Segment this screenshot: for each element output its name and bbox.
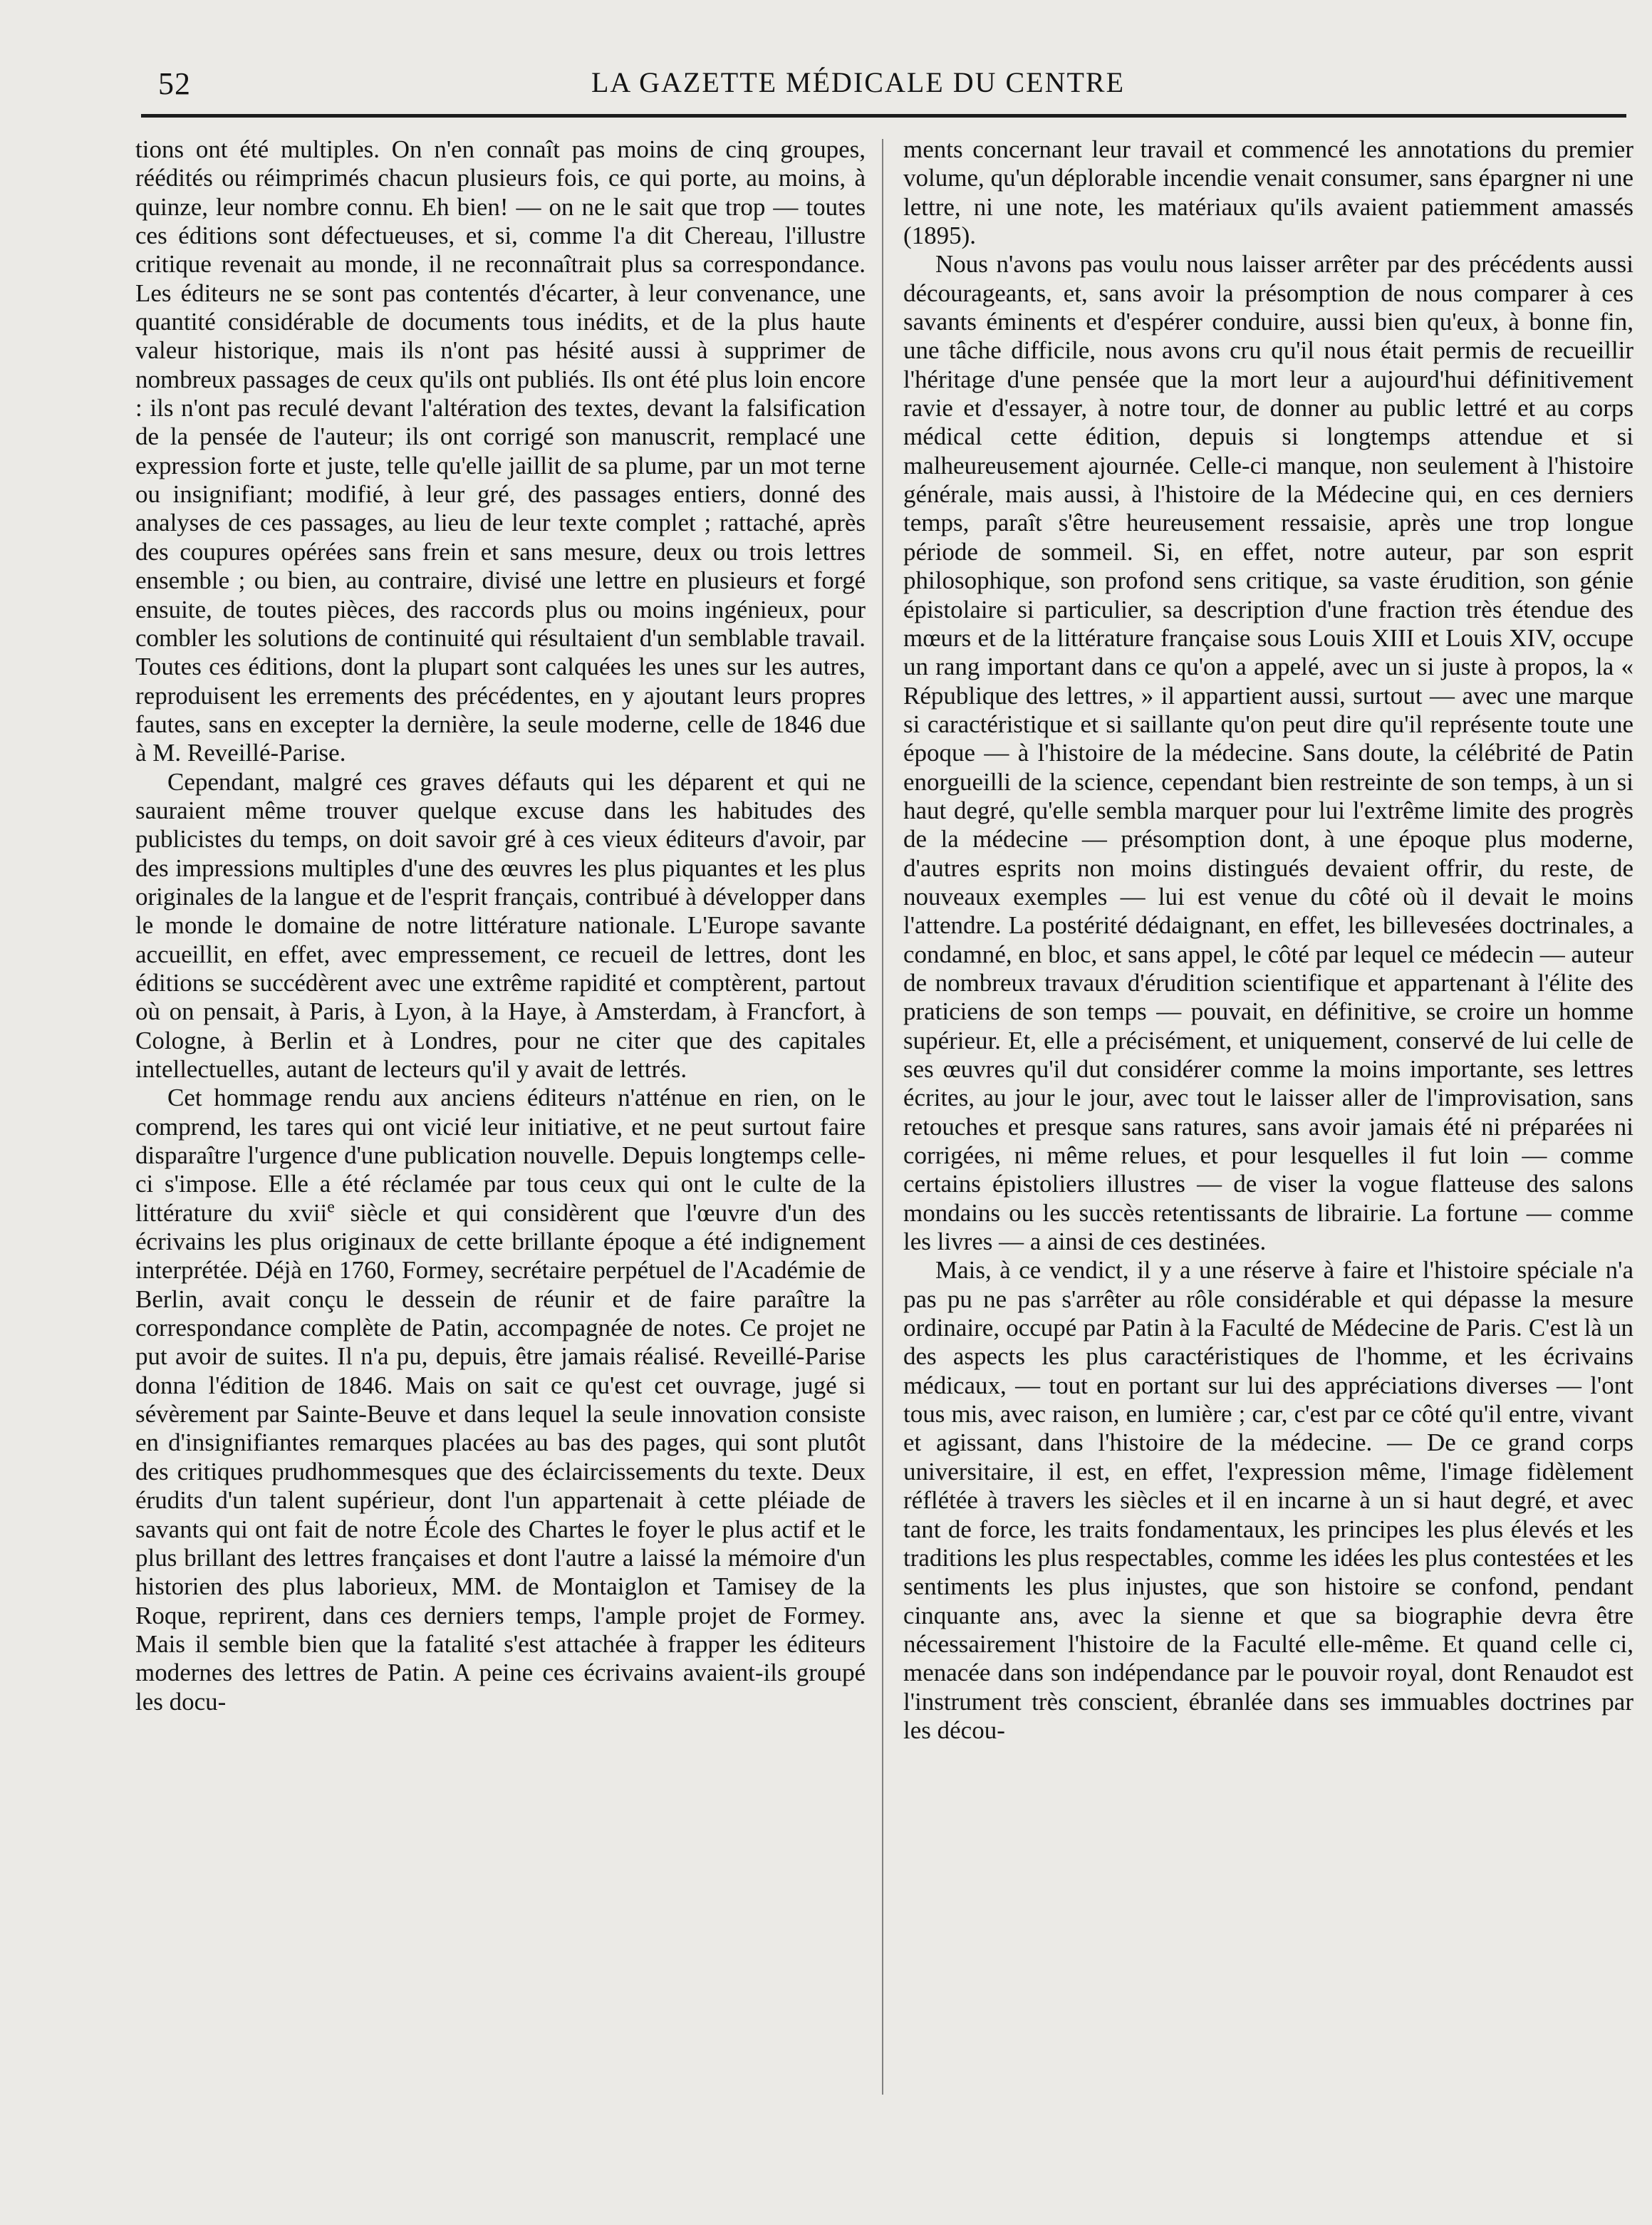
paragraph — [135, 1084, 866, 1716]
paragraph: Mais, à ce vendict, il y a une réserve à faire et l'histoire spéciale n'a pas pu ne pas s'arrêter au rôle considérable et qui dépasse la mesure ordinaire, occupé par Patin à la Faculté de Médecine de Paris. C'est là un des aspects les plus caractéristiques de l'homme, et les écrivains médicaux, — tout en portant sur lui des appréciations diverses — l'ont tous mis, avec raison, en lumière ; car, c'est par ce côté qu'il entre, vivant et agissant, dans l'histoire de la médecine. — De ce grand corps universitaire, il est, en effet, l'expression même, l'image fidèlement réflétée à travers les siècles et il en incarne à un si haut degré, et avec tant de force, les traits fondamentaux, les principes les plus élevés et les traditions les plus respectables, comme les idées les plus contestées et les sentiments les plus injustes, que son histoire se confond, pendant cinquante ans, avec la sienne et que sa biographie devra être nécessairement l'histoire de la Faculté elle-même. Et quand celle ci, menacée dans son indépendance par le pouvoir royal, dont Renaudot est l'instrument très conscient, ébranlée dans ses immuables doctrines par les décou- — [903, 1256, 1633, 1744]
paragraph: Cependant, malgré ces graves défauts qui les déparent et qui ne sauraient même trouver quelque excuse dans les habitudes des publicistes du temps, on doit savoir gré à ces vieux éditeurs d'avoir, par des impressions multiples d'une des œuvres les plus piquantes et les plus originales de la langue et de l'esprit français, contribué à développer dans le monde le domaine de notre littérature nationale. L'Europe savante accueillit, en effet, avec empressement, ce recueil de lettres, dont les éditions se succédèrent avec une extrême rapidité et comptèrent, partout où on pensait, à Paris, à Lyon, à la Haye, à Amsterdam, à Francfort, à Cologne, à Berlin et à Londres, pour ne citer que des capitales intellectuelles, autant de lecteurs qu'il y avait de lettrés. — [135, 767, 866, 1083]
paragraph-text: siècle et qui considèrent que l'œuvre d'un des écrivains les plus originaux de cette brillante époque a été indignement interprétée. Déjà en 1760, Formey, secrétaire perpétuel de l'Académie de Berlin, avait conçu le dessein de réunir et de faire paraître la correspondance complète de Patin, accompagnée de notes. Ce projet ne put avoir de suites. Il n'a pu, depuis, être jamais réalisé. Reveillé-Parise donna l'édition de 1846. Mais on sait ce qu'est cet ouvrage, jugé si sévèrement par Sainte-Beuve et dans lequel la seule innovation consiste en d'insignifiantes remarques placées au bas des pages, qui sont plutôt des critiques prudhommesques que des éclaircissements du texte. Deux érudits d'un talent supérieur, dont l'un appartenait à cette pléiade de savants qui ont fait de notre École des Chartes le foyer le plus actif et le plus brillant des lettres françaises et dont l'autre a laissé la mémoire d'un historien des plus laborieux, MM. de Montaiglon et Tamisey de la Roque, reprirent, dans ces derniers temps, l'ample projet de Formey. Mais il semble bien que la fatalité s'est attachée à frapper les éditeurs modernes des lettres de Patin. A peine ces écrivains avaient-ils groupé les docu- — [135, 1198, 866, 1716]
paragraph-text: Cet hommage rendu aux anciens éditeurs n'atténue en rien, on le comprend, les tares qui ont vicié leur initiative, et ne peut surtout faire disparaître l'urgence d'une publication nouvelle. Depuis longtemps celle-ci s'impose. Elle a été réclamée par tous ceux qui ont le culte de la littérature du xvii — [135, 1084, 866, 1227]
left-column — [135, 135, 866, 1716]
paragraph: Nous n'avons pas voulu nous laisser arrêter par des précédents aussi décourageants, et, sans avoir la présomption de nous comparer à ces savants éminents et d'espérer conduire, aussi bien qu'eux, à bonne fin, une tâche difficile, nous avons cru qu'il nous était permis de recueillir l'héritage d'une pensée que la mort leur a aujourd'hui définitivement ravie et d'essayer, à notre tour, de donner au public lettré et au corps médical cette édition, depuis si longtemps attendue et si malheureusement ajournée. Celle-ci manque, non seulement à l'histoire générale, mais aussi, à l'histoire de la Médecine qui, en ces derniers temps, paraît s'être heureusement ressaisie, après une trop longue période de sommeil. Si, en effet, notre auteur, par son esprit philosophique, son profond sens critique, sa vaste érudition, son génie épistolaire si particulier, sa description d'une fraction très étendue des mœurs et de la littérature française sous Louis XIII et Louis XIV, occupe un rang important dans ce qu'on a appelé, avec un si juste à propos, la « République des lettres, » il appartient aussi, surtout — avec une marque si caractéristique et si saillante qu'on peut dire qu'il représente toute une époque — à l'histoire de la médecine. Sans doute, la célébrité de Patin enorgueilli de la science, cependant bien restreinte de son temps, à un si haut degré, qu'elle sembla marquer pour lui l'extrême limite des progrès de la médecine — présomption dont, à une époque plus moderne, d'autres esprits non moins distingués devaient offrir, du reste, de nouveaux exemples — lui est venue du côté où il devait le moins l'attendre. La postérité dédaignant, en effet, les billevesées doctrinales, a condamné, en bloc, et sans appel, le côté par lequel ce médecin — auteur de nombreux travaux d'érudition scientifique et appartenant à l'élite des praticiens de son temps — pouvait, en définitive, se croire un homme supérieur. Et, elle a précisément, et uniquement, conservé de lui celle de ses œuvres qu'il dut considérer comme la moins importante, ses lettres écrites, au jour le jour, avec tout le laisser aller de l'improvisation, sans retouches et presque sans ratures, sans avoir jamais été ni préparées ni corrigées, ni même relues, et pour lesquelles il fut loin — comme certains épistoliers illustres — de viser la vogue flatteuse des salons mondains ou les succès retentissants de librairie. La fortune — comme les livres — a ainsi de ces destinées. — [903, 250, 1633, 1256]
page-header — [135, 56, 1631, 105]
right-column — [903, 135, 1633, 1745]
column-divider — [882, 139, 883, 2095]
superscript: e — [327, 1198, 335, 1217]
page-number: 52 — [158, 66, 191, 101]
paragraph: tions ont été multiples. On n'en connaît pas moins de cinq groupes, réédités ou réimprimés chacun plusieurs fois, ce qui porte, au moins, à quinze, leur nombre connu. Eh bien! — on ne le sait que trop — toutes ces éditions sont défectueuses, et si, comme l'a dit Chereau, l'illustre critique revenait au monde, il ne reconnaîtrait plus sa correspondance. Les éditeurs ne se sont pas contentés d'écarter, à leur convenance, une quantité considérable de documents tous inédits, et de la plus haute valeur historique, mais ils n'ont pas hésité aussi à supprimer de nombreux passages de ceux qu'ils ont publiés. Ils ont été plus loin encore : ils n'ont pas reculé devant l'altération des textes, devant la falsification de la pensée de l'auteur; ils ont corrigé son manuscrit, remplacé une expression forte et juste, telle qu'elle jaillit de sa plume, par un mot terne ou insignifiant; modifié, à leur gré, des passages entiers, donné des analyses de ces passages, au lieu de leur texte complet ; rattaché, après des coupures opérées sans frein et sans mesure, deux ou trois lettres ensemble ; ou bien, au contraire, divisé une lettre en plusieurs et forgé ensuite, de toutes pièces, des raccords plus ou moins ingénieux, pour combler les solutions de continuité qui résultaient d'un semblable travail. Toutes ces éditions, dont la plupart sont calquées les unes sur les autres, reproduisent les errements des précédentes, en y ajoutant leurs propres fautes, sans en excepter la dernière, la seule moderne, celle de 1846 due à M. Reveillé-Parise. — [135, 135, 866, 767]
running-title: LA GAZETTE MÉDICALE DU CENTRE — [591, 66, 1126, 98]
paragraph: ments concernant leur travail et commencé les annotations du premier volume, qu'un déplorable incendie venait consumer, sans épargner ni une lettre, ni une note, les matériaux qu'ils avaient patiemment amassés (1895). — [903, 135, 1633, 250]
header-rule — [141, 114, 1626, 118]
